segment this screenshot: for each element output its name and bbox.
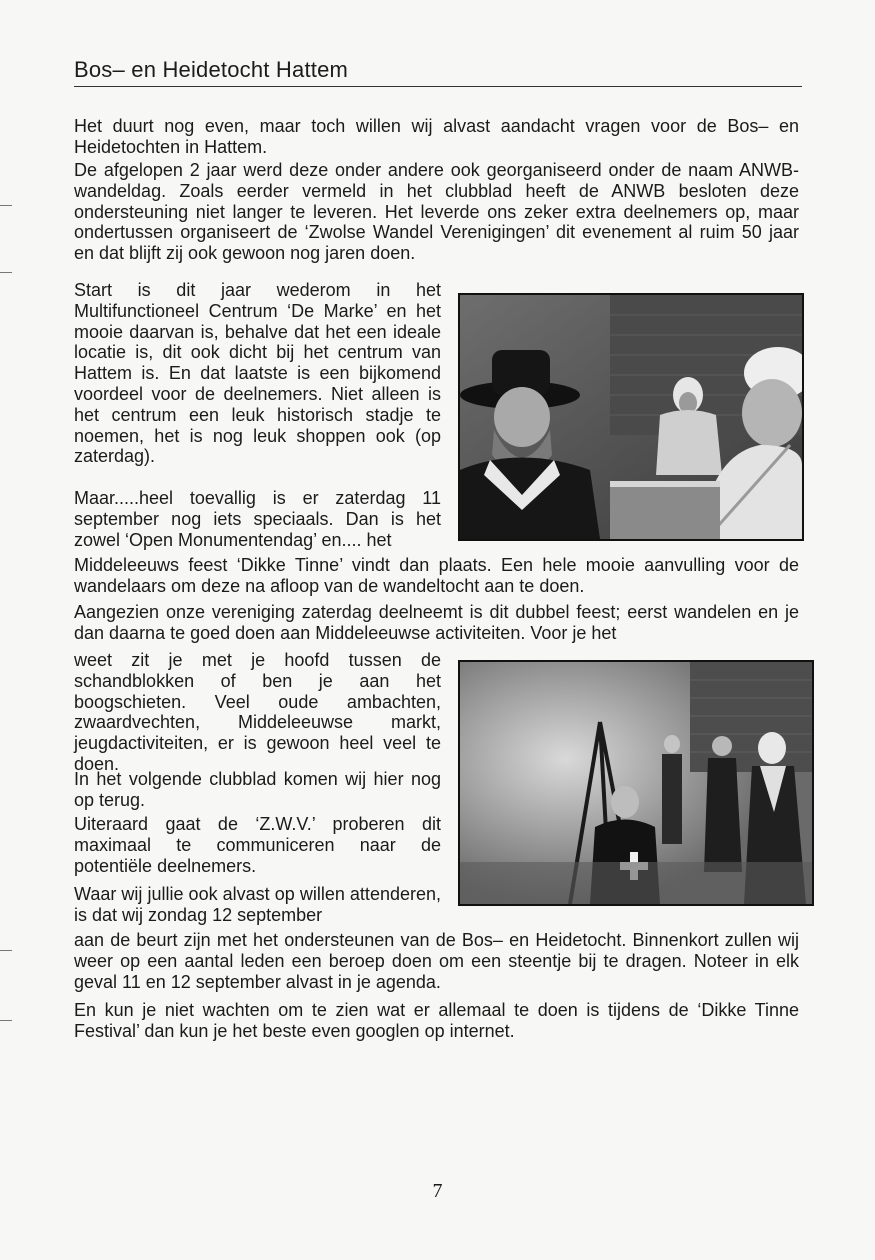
paragraph-activities: weet zit je met je hoofd tussen de schandblokken of ben je aan het boogschieten. Veel oude ambachten, zwaardvechten, Middeleeuwse markt, jeugdactiviteiten, er is gewoon heel veel te doen. bbox=[74, 650, 441, 774]
scan-edge-mark bbox=[0, 272, 12, 273]
paragraph-saturday: Maar.....heel toevallig is er zaterdag 11 september nog iets speciaals. Dan is het zowel ‘Open Monumentendag’ en.... het bbox=[74, 488, 441, 550]
photo-costumed-people bbox=[458, 293, 804, 541]
paragraph-sunday-cont: aan de beurt zijn met het ondersteunen van de Bos– en Heidetocht. Binnenkort zullen wij weer op een aantal leden een beroep doen om een steentje bij te dragen. Noteer in elk geval 11 en 12 september alvast in je agenda. bbox=[74, 930, 799, 992]
scan-edge-mark bbox=[0, 950, 12, 951]
paragraph-double-feast: Aangezien onze vereniging zaterdag deelneemt is dit dubbel feest; eerst wandelen en je dan daarna te goed doen aan Middeleeuwse activiteiten. Voor je het bbox=[74, 602, 799, 643]
paragraph-googlen: En kun je niet wachten om te zien wat er allemaal te doen is tijdens de ‘Dikke Tinne Festival’ dan kun je het beste even googlen op internet. bbox=[74, 1000, 799, 1041]
paragraph-zwv: Uiteraard gaat de ‘Z.W.V.’ proberen dit maximaal te communiceren naar de potentiële deelnemers. bbox=[74, 814, 441, 876]
paragraph-next-issue: In het volgende clubblad komen wij hier nog op terug. bbox=[74, 769, 441, 810]
scan-edge-mark bbox=[0, 205, 12, 206]
paragraph-anwb: De afgelopen 2 jaar werd deze onder andere ook georganiseerd onder de naam ANWB-wandeldag. Zoals eerder vermeld in het clubblad heeft de ANWB besloten deze ondersteuning niet langer te leveren. Het leverde ons zeker extra deelnemers op, maar ondertussen organiseert de ‘Zwolse Wandel Verenigingen’ dit evenement al ruim 50 jaar en dat blijft zij ook gewoon nog jaren doen. bbox=[74, 160, 799, 264]
page-number: 7 bbox=[432, 1180, 443, 1202]
paragraph-saturday-cont: Middeleeuws feest ‘Dikke Tinne’ vindt dan plaats. Een hele mooie aanvulling voor de wandelaars om deze na afloop van de wandeltocht aan te doen. bbox=[74, 555, 799, 596]
title-underline bbox=[74, 86, 802, 87]
scan-edge-mark bbox=[0, 1020, 12, 1021]
article-title: Bos– en Heidetocht Hattem bbox=[74, 57, 349, 82]
paragraph-start-location: Start is dit jaar wederom in het Multifunctioneel Centrum ‘De Marke’ en het mooie daarvan is, behalve dat het een ideale locatie is, dit ook dicht bij het centrum van Hattem is. En dat laatste is een bijkomend voordeel voor de deelnemers. Niet alleen is het centrum een leuk historisch stadje te noemen, het is nog leuk shoppen ook (op zaterdag). bbox=[74, 280, 441, 467]
paragraph-intro: Het duurt nog even, maar toch willen wij alvast aandacht vragen voor de Bos– en Heidetochten in Hattem. bbox=[74, 116, 799, 157]
paragraph-sunday: Waar wij jullie ook alvast op willen attenderen, is dat wij zondag 12 september bbox=[74, 884, 441, 925]
photo-festival-scene bbox=[458, 660, 814, 906]
